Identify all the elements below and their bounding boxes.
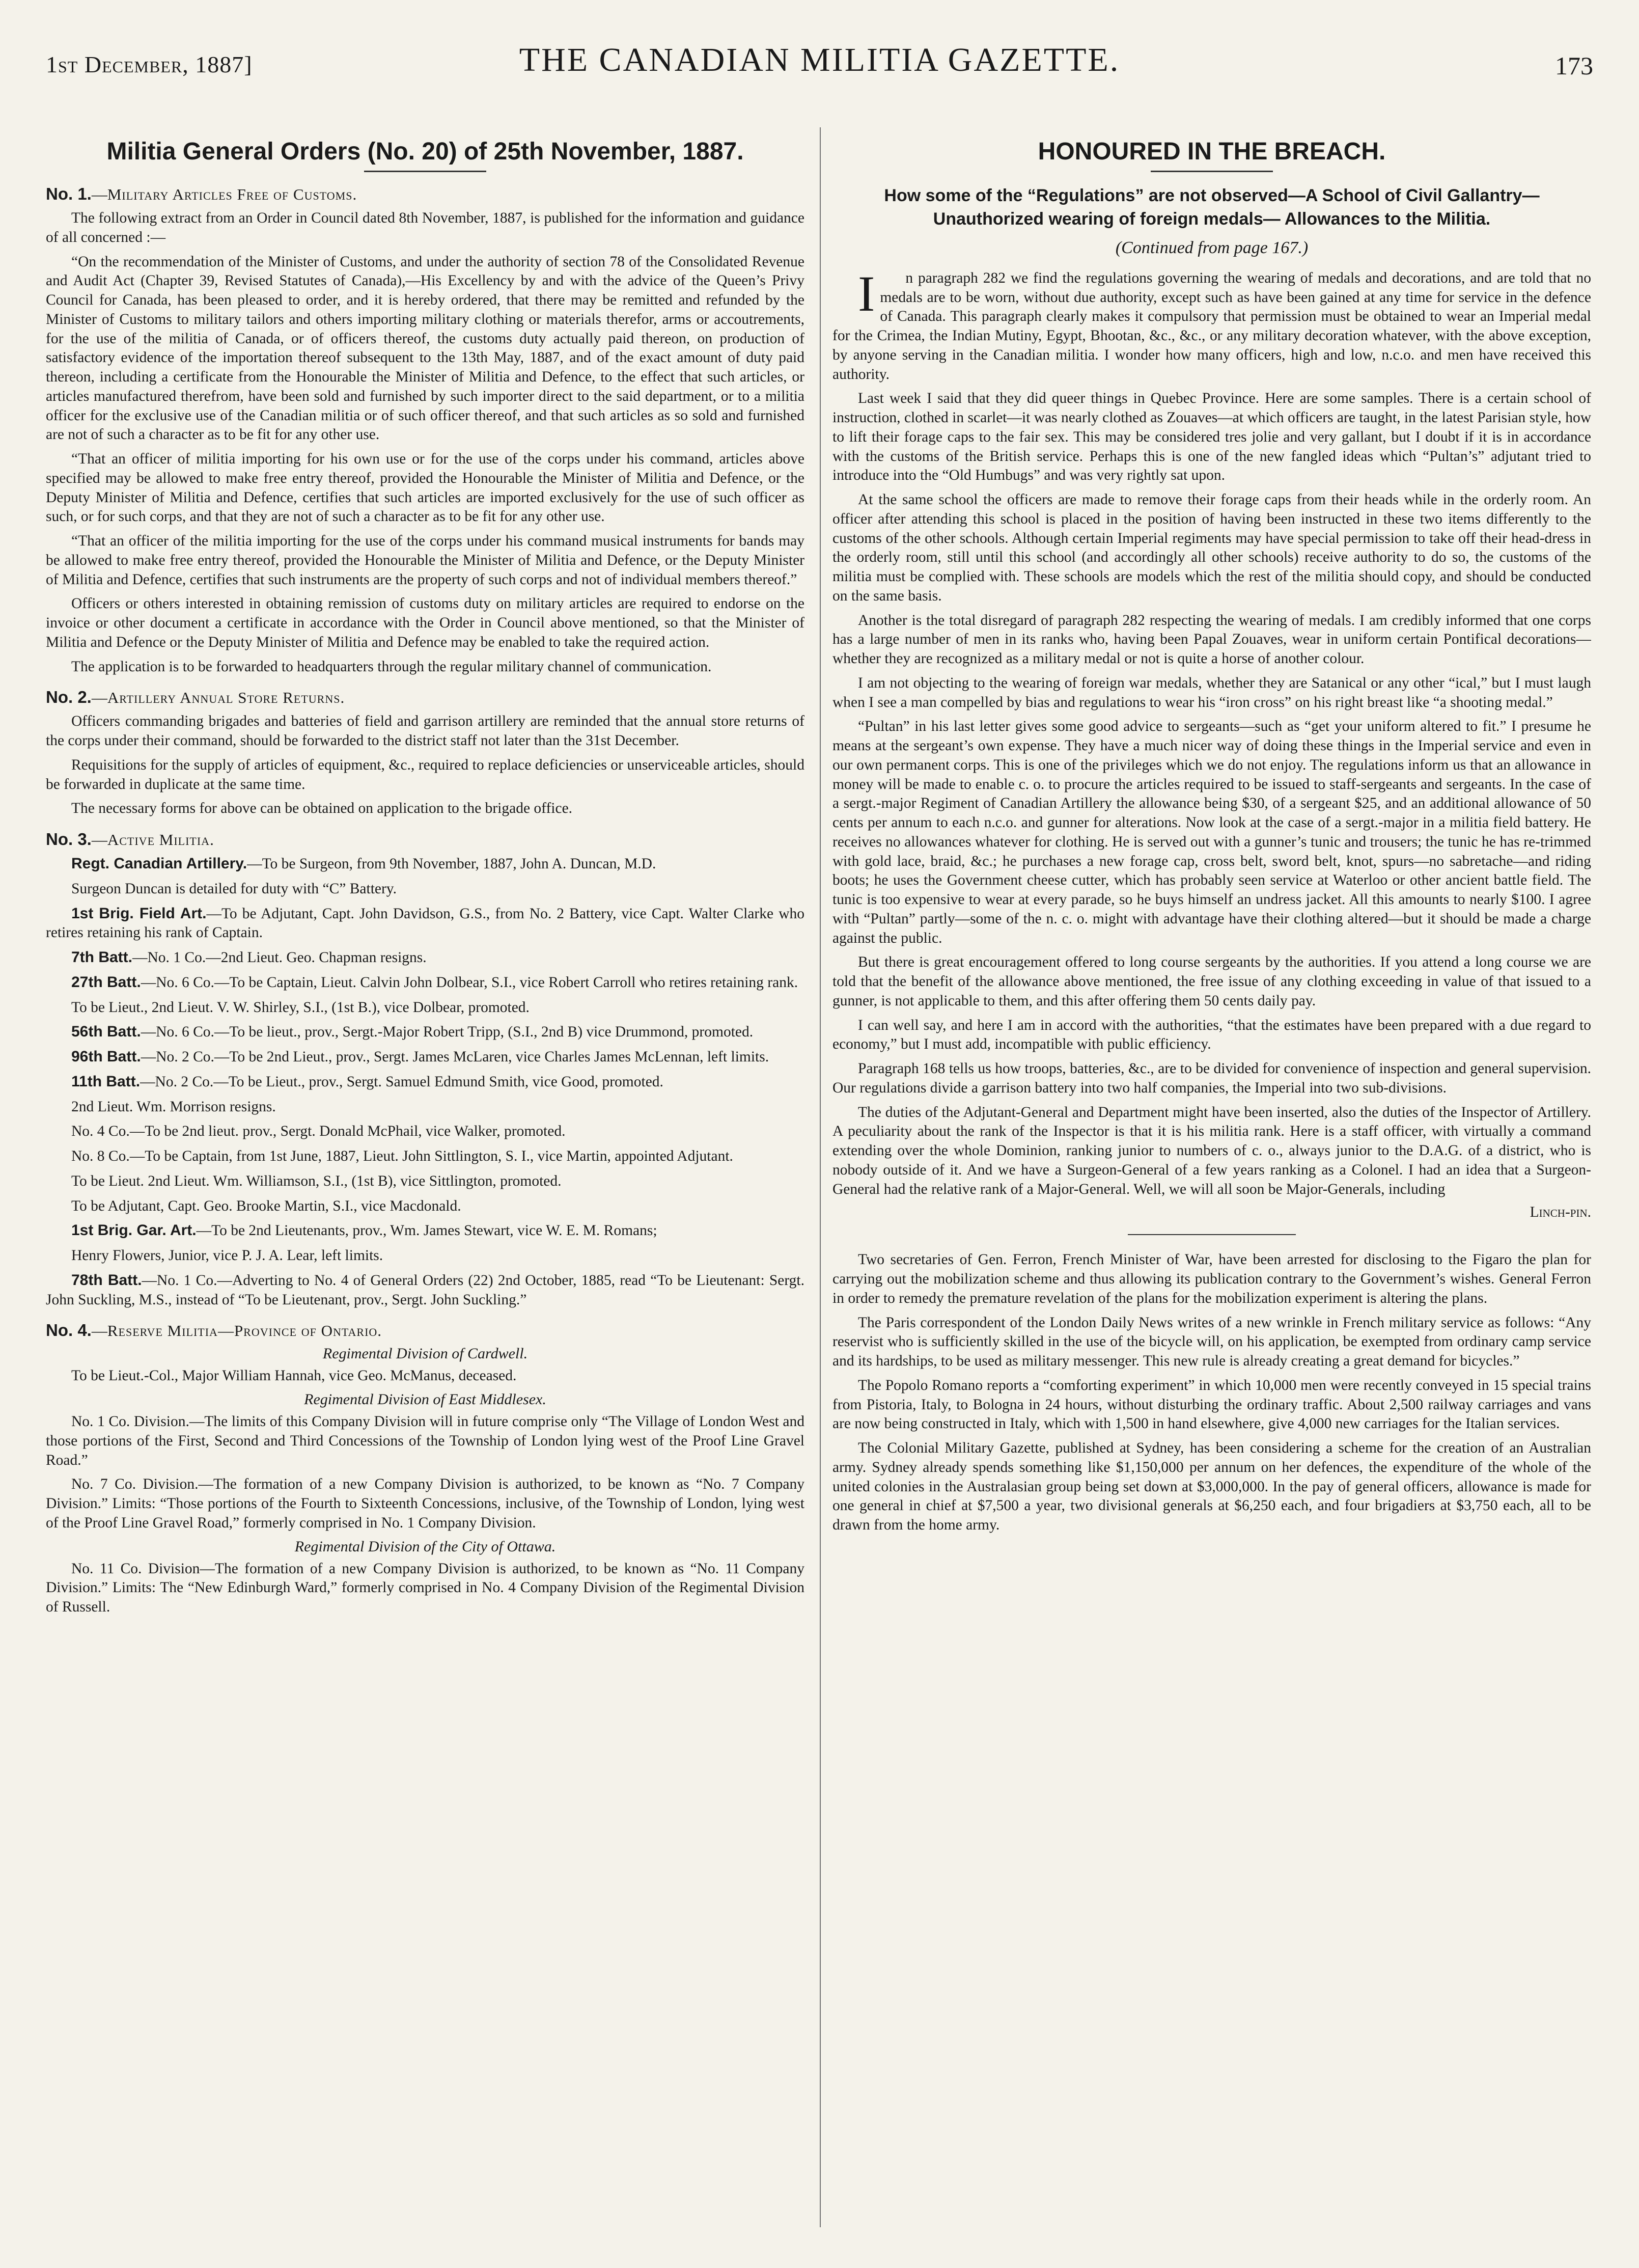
order-paragraph: “That an officer of the militia importing for the use of the corps under his command musical instruments for bands may be allowed to make free entry thereof, provided the Honourable the Minister of Militia and Defence, or the Deputy Minister of Militia and Defence, certifies that such instruments are the property of such corps and not of individual members thereof.” bbox=[46, 533, 804, 588]
issue-date: 1st December, 1887] bbox=[46, 51, 253, 77]
order-title: Artillery Annual Store Returns. bbox=[107, 689, 345, 707]
order-paragraph: The following extract from an Order in Council dated 8th November, 1887, is published for the information and guidance of all concerned :— bbox=[46, 210, 804, 245]
general-orders-title: Militia General Orders (No. 20) of 25th November, 1887. bbox=[106, 138, 744, 165]
article-paragraph: At the same school the officers are made to remove their forage caps from their heads while in the orderly room. An officer after attending this school is placed in the position of having been instructed in these two items differently to the customs of the other schools. Although certain Imperial regiments may have special permission to take off their head-dress in the orderly room, still until this school (and accordingly all other schools) receive authority to do so, the customs of the militia must be complied with. These schools are models which the rest of the militia should copy, and should be conducted on the same basis. bbox=[832, 491, 1591, 604]
appointment-entry bbox=[46, 1097, 804, 1117]
entry-text: To be Adjutant, Capt. Geo. Brooke Martin, S.I., vice Macdonald. bbox=[71, 1197, 461, 1214]
appointment-entry bbox=[46, 1171, 804, 1191]
appointment-entry bbox=[46, 1221, 804, 1241]
entry-text: Surgeon Duncan is detailed for duty with “C” Battery. bbox=[71, 880, 397, 897]
order-title: Active Militia. bbox=[107, 831, 214, 849]
order-paragraph: No. 7 Co. Division.—The formation of a new Company Division is authorized, to be known as “No. 7 Company Division.” Limits: “Those portions of the Fourth to Sixteenth Concessions, inclusive, of the Township of London, lying west of the Proof Line Gravel Road,” formerly comprised in No. 1 Company Division. bbox=[46, 1476, 804, 1531]
appointment-entry bbox=[46, 854, 804, 874]
appointment-entry bbox=[46, 1271, 804, 1310]
title-rule bbox=[1151, 171, 1273, 172]
news-paragraph: The Colonial Military Gazette, published at Sydney, has been considering a scheme for the creation of an Australian army. Sydney already spends something like $1,150,000 per annum on her defences, the expenditure of the whole of the united colonies in the Australasian group being set down at $3,000,000. In the pay of general officers, allowance is made for one general in chief at $7,500 a year, two divisional generals at $6,250 each, and four brigadiers at $3,750 each, all to be drawn from the home army. bbox=[832, 1440, 1591, 1534]
order-heading: No. 3.—Active Militia. bbox=[46, 830, 214, 849]
order-heading: No. 2.—Artillery Annual Store Returns. bbox=[46, 688, 345, 707]
entry-text: —To be Adjutant, Capt. John Davidson, G.S., from No. 2 Battery, vice Capt. Walter Clarke who retires retaining his rank of Captain. bbox=[46, 905, 804, 941]
appointment-entry bbox=[46, 1022, 804, 1042]
entry-text: To be Lieut. 2nd Lieut. Wm. Williamson, S.I., (1st B), vice Sittlington, promoted. bbox=[71, 1172, 562, 1189]
entry-text: —No. 6 Co.—To be lieut., prov., Sergt.-Major Robert Tripp, (S.I., 2nd B) vice Drummond, promoted. bbox=[141, 1024, 754, 1041]
page-number: 173 bbox=[1555, 51, 1593, 80]
entry-text: —No. 2 Co.—To be Lieut., prov., Sergt. Samuel Edmund Smith, vice Good, promoted. bbox=[140, 1073, 663, 1090]
unit-name: 78th Batt. bbox=[71, 1271, 142, 1289]
right-column bbox=[832, 127, 1591, 2227]
title-rule bbox=[364, 171, 486, 172]
appointment-entry bbox=[46, 1196, 804, 1216]
article-paragraph: Last week I said that they did queer things in Quebec Province. Here are some samples. There is a certain school of instruction, clothed in scarlet—it was nearly clothed as Zouaves—at which officers are taught, in the latest Parisian style, how to lift their forage caps to the fair sex. This may be considered tres jolie and very gallant, but I doubt if it is in accordance with the customs of the British service. Perhaps this is one of the new fangled ideas which “Pultan’s” adjutant tried to introduce into the “Old Humbugs” and was very rightly sat upon. bbox=[832, 390, 1591, 484]
continued-note: (Continued from page 167.) bbox=[1115, 238, 1309, 257]
unit-name: 27th Batt. bbox=[71, 973, 141, 991]
order-number: No. 3. bbox=[46, 830, 92, 849]
order-paragraph: To be Lieut.-Col., Major William Hannah, vice Geo. McManus, deceased. bbox=[71, 1368, 517, 1384]
appointment-entry bbox=[46, 948, 804, 968]
order-paragraph: Requisitions for the supply of articles of equipment, &c., required to replace deficiencies or unserviceable articles, should be forwarded in duplicate at the same time. bbox=[46, 756, 804, 793]
regimental-division-name: Regimental Division of the City of Ottawa. bbox=[294, 1538, 556, 1555]
article-paragraph: In paragraph 282 we find the regulations governing the wearing of medals and decorations, and are told that no medals are to be worn, without due authority, except such as have been gained at any time for service in the defence of Canada. This paragraph clearly makes it compulsory that permission must be obtained to wear an Imperial medal for the Crimea, the Indian Mutiny, Egypt, Bhootan, &c., &c., or any military decoration whatever, with the above exception, by anyone serving in the Canadian militia. I wonder how many officers, high and low, n.c.o. and men have received this authority. bbox=[832, 265, 1591, 382]
appointment-entry bbox=[46, 973, 804, 993]
entry-text: 2nd Lieut. Wm. Morrison resigns. bbox=[71, 1098, 276, 1115]
order-paragraph: “That an officer of militia importing for his own use or for the use of the corps under his command, articles above specified may be allowed to make free entry thereof, provided the Honourable the Minister of Militia and Defence, or the Deputy Minister of Militia and Defence, certifies that such articles are imported exclusively for the use of such officer as such, or for such corps, and that they are not of such a character as to be fit for any other use. bbox=[46, 451, 804, 525]
entry-text: —No. 6 Co.—To be Captain, Lieut. Calvin John Dolbear, S.I., vice Robert Carroll who retires retaining rank. bbox=[141, 974, 798, 991]
author-signature: Linch-pin. bbox=[1530, 1204, 1591, 1221]
news-paragraph: Two secretaries of Gen. Ferron, French Minister of War, have been arrested for disclosing to the Figaro the plan for carrying out the mobilization scheme and thus allowing its publication contrary to the Government’s wishes. General Ferron in order to remedy the premature revelation of the plans for the mobilization experiment is altering the plans. bbox=[832, 1251, 1591, 1306]
masthead-title: THE CANADIAN MILITIA GAZETTE. bbox=[519, 41, 1120, 78]
article-subtitle: How some of the “Regulations” are not observed—A School of Civil Gallantry—Unauthorized wearing of foreign medals— Allowances to the Militia. bbox=[884, 186, 1540, 229]
article-paragraph: I can well say, and here I am in accord with the authorities, “that the estimates have been prepared with a due regard to economy,” but I must add, incompatible with public efficiency. bbox=[832, 1017, 1591, 1053]
section-separator bbox=[1128, 1234, 1296, 1235]
unit-name: 1st Brig. Gar. Art. bbox=[71, 1222, 197, 1239]
unit-name: Regt. Canadian Artillery. bbox=[71, 855, 247, 872]
entry-text: No. 4 Co.—To be 2nd lieut. prov., Sergt. Donald McPhail, vice Walker, promoted. bbox=[71, 1123, 566, 1140]
order-number: No. 2. bbox=[46, 688, 92, 707]
order-number: No. 4. bbox=[46, 1321, 92, 1340]
article-title: HONOURED IN THE BREACH. bbox=[1038, 138, 1386, 165]
unit-name: 11th Batt. bbox=[71, 1073, 141, 1090]
entry-text: —No. 1 Co.—Adverting to No. 4 of General Orders (22) 2nd October, 1885, read “To be Lieutenant: Sergt. John Suckling, M.S., instead of “To be Lieutenant, prov., Sergt. John Suckling.” bbox=[46, 1272, 804, 1308]
order-paragraph: The necessary forms for above can be obtained on application to the brigade office. bbox=[71, 800, 573, 817]
entry-text: —No. 1 Co.—2nd Lieut. Geo. Chapman resigns. bbox=[132, 949, 427, 966]
order-paragraph: “On the recommendation of the Minister of Customs, and under the authority of section 78 of the Consolidated Revenue and Audit Act (Chapter 39, Revised Statutes of Canada),—His Excellency by and with the advice of the Queen’s Privy Council for Canada, has been pleased to order, and it is hereby ordered, that there may be remitted and refunded by the Minister of Customs to military tailors and others importing military clothing or materials therefor, arms or accoutrements, for the use of the militia of Canada, or of officers thereof, the customs duty actually paid thereon, on production of satisfactory evidence of the importation thereof subsequent to the 13th May, 1887, and of the exact amount of duty paid thereon, including a certificate from the Honourable the Minister of Militia and Defence, to the effect that such articles, or articles manufactured therefrom, have been sold and furnished by such importer direct to the said department, or to a militia officer for the exclusive use of the Canadian militia or of such officer thereof, and that such articles as so sold and furnished are not of such a character as to be fit for any other use. bbox=[46, 253, 804, 443]
unit-name: 96th Batt. bbox=[71, 1048, 141, 1065]
appointment-entry bbox=[46, 998, 804, 1018]
appointment-entry bbox=[46, 1072, 804, 1092]
article-paragraph: But there is great encouragement offered to long course sergeants by the authorities. If you attend a long course we are told that the benefit of the allowance above mentioned, the free issue of any clothing exceeding in value of that issued to a gunner, is not applicable to them, and this after offering them 50 cents daily pay. bbox=[832, 954, 1591, 1009]
order-number: No. 1. bbox=[46, 184, 92, 203]
order-heading: No. 1.—Military Articles Free of Customs. bbox=[46, 184, 357, 203]
news-paragraph: The Popolo Romano reports a “comforting experiment” in which 10,000 men were recently conveyed in 15 special trains from Pistoria, Italy, to Bologna in 24 hours, without disturbing the ordinary traffic. About 2,500 railway carriages and vans are now being constructed in Italy, which with 1,500 in hand elsewhere, give 4,000 new carriages for the Italian services. bbox=[832, 1377, 1591, 1432]
appointment-entry bbox=[46, 1047, 804, 1067]
order-paragraph: No. 1 Co. Division.—The limits of this Company Division will in future comprise only “The Village of London West and those portions of the First, Second and Third Concessions of the Township of London lying west of the Proof Line Gravel Road.” bbox=[46, 1413, 804, 1468]
unit-name: 7th Batt. bbox=[71, 949, 132, 966]
page-header bbox=[46, 31, 1593, 97]
entry-text: —To be Surgeon, from 9th November, 1887, John A. Duncan, M.D. bbox=[247, 856, 656, 872]
entry-text: —To be 2nd Lieutenants, prov., Wm. James Stewart, vice W. E. M. Romans; bbox=[196, 1222, 657, 1239]
entry-text: —No. 2 Co.—To be 2nd Lieut., prov., Sergt. James McLaren, vice Charles James McLennan, left limits. bbox=[141, 1049, 769, 1065]
order-heading: No. 4.—Reserve Militia—Province of Ontario. bbox=[46, 1321, 382, 1340]
order-paragraph: The application is to be forwarded to headquarters through the regular military channel of communication. bbox=[71, 658, 712, 675]
article-paragraph: The duties of the Adjutant-General and Department might have been inserted, also the duties of the Inspector of Artillery. A peculiarity about the rank of the Inspector is that it is his militia rank. Here is a staff officer, with virtually a command extending over the whole Dominion, ranking junior to numbers of c. o., always junior to the D.A.G. of a district, who is nobody outside of it. And we have a Surgeon-General of a few years ranking as a Colonel. I had an idea that a Surgeon-General had the relative rank of a Major-General. Well, we will all soon be Major-Generals, including bbox=[832, 1104, 1591, 1197]
appointment-entry bbox=[46, 904, 804, 943]
entry-text: To be Lieut., 2nd Lieut. V. W. Shirley, S.I., (1st B.), vice Dolbear, promoted. bbox=[71, 999, 530, 1016]
order-title: Reserve Militia—Province of Ontario. bbox=[107, 1322, 382, 1340]
order-paragraph: Officers or others interested in obtaining remission of customs duty on military articles are required to endorse on the invoice or other document a certificate in accordance with the Order in Council above mentioned, so that the Minister of Militia and Defence or the Deputy Minister of Militia and Defence may be enabled to take the required action. bbox=[46, 595, 804, 650]
article-paragraph: Another is the total disregard of paragraph 282 respecting the wearing of medals. I am credibly informed that one corps has a large number of men in its ranks who, having been Papal Zouaves, wear in uniform certain Pontifical decorations—whether they are recognized as a military medal or not is quite a horse of another colour. bbox=[832, 612, 1591, 667]
appointment-entry bbox=[46, 1246, 804, 1266]
appointment-entry bbox=[46, 1146, 804, 1166]
order-paragraph: No. 11 Co. Division—The formation of a new Company Division is authorized, to be known as “No. 11 Company Division.” Limits: The “New Edinburgh Ward,” formerly comprised in No. 4 Company Division of the Regimental Division of Russell. bbox=[46, 1560, 804, 1615]
column-divider bbox=[820, 127, 821, 2227]
appointment-entry bbox=[46, 879, 804, 899]
entry-text: No. 8 Co.—To be Captain, from 1st June, 1887, Lieut. John Sittlington, S. I., vice Martin, appointed Adjutant. bbox=[71, 1148, 733, 1164]
order-paragraph: Officers commanding brigades and batteries of field and garrison artillery are reminded that the annual store returns of the corps under their command, should be forwarded to the district staff not later than the 31st December. bbox=[46, 713, 804, 749]
entry-text: Henry Flowers, Junior, vice P. J. A. Lear, left limits. bbox=[71, 1247, 383, 1264]
article-paragraph: I am not objecting to the wearing of foreign war medals, whether they are Satanical or any other “ical,” but I must laugh when I see a man compelled by bias and regulations to wear his “iron cross” on his right breast like “a shooting medal.” bbox=[832, 674, 1591, 711]
left-column bbox=[46, 127, 804, 2227]
article-paragraph: “Pultan” in his last letter gives some good advice to sergeants—such as “get your uniform altered to fit.” I presume he means at the sergeant’s own expense. They have a much nicer way of doing these things in the Imperial service and even in our own permanent corps. This is one of the privileges which we do not enjoy. The regulations inform us that an allowance in money will be made to enable c. o. to procure the articles required to be issued to staff-sergeants and sergeants. In the case of a sergt.-major Regiment of Canadian Artillery the allowance being $30, of a sergeant $25, and an additional allowance of 50 cents per annum to each n.c.o. and gunner for alterations. Now look at the case of a sergt.-major in a militia field battery. He receives no allowances whatever for clothing. He is served out with a gunner’s tunic and trousers; the tunic he has re-trimmed with gold lace, braid, &c.; he purchases a new forage cap, cross belt, sword belt, knot, spurs—no sabretache—and riding boots; he uses the Government cheese cutter, which has probably seen service at Waterloo or other ancient battle field. The tunic is too expensive to wear at every parade, so he buys himself an undress jacket. All this amounts to nearly $100. I agree with “Pultan” partly—some of the n. c. o. might with advantage have their clothing altered—but it should be made a charge against the public. bbox=[832, 718, 1591, 946]
article-paragraph: Paragraph 168 tells us how troops, batteries, &c., are to be divided for convenience of inspection and general supervision. Our regulations divide a garrison battery into two half companies, the Imperial into two sub-divisions. bbox=[832, 1060, 1591, 1096]
news-paragraph: The Paris correspondent of the London Daily News writes of a new wrinkle in French military service as follows: “Any reservist who is sufficiently skilled in the use of the bicycle will, on his application, be exempted from ordinary camp service and its hardships, to be used as military messenger. This new rule is already creating a great demand for bicycles.” bbox=[832, 1314, 1591, 1370]
appointment-entry bbox=[46, 1122, 804, 1141]
unit-name: 1st Brig. Field Art. bbox=[71, 905, 207, 922]
order-title: Military Articles Free of Customs. bbox=[107, 185, 357, 203]
regimental-division-name: Regimental Division of East Middlesex. bbox=[304, 1391, 546, 1408]
regimental-division-name: Regimental Division of Cardwell. bbox=[322, 1345, 528, 1362]
unit-name: 56th Batt. bbox=[71, 1023, 141, 1041]
